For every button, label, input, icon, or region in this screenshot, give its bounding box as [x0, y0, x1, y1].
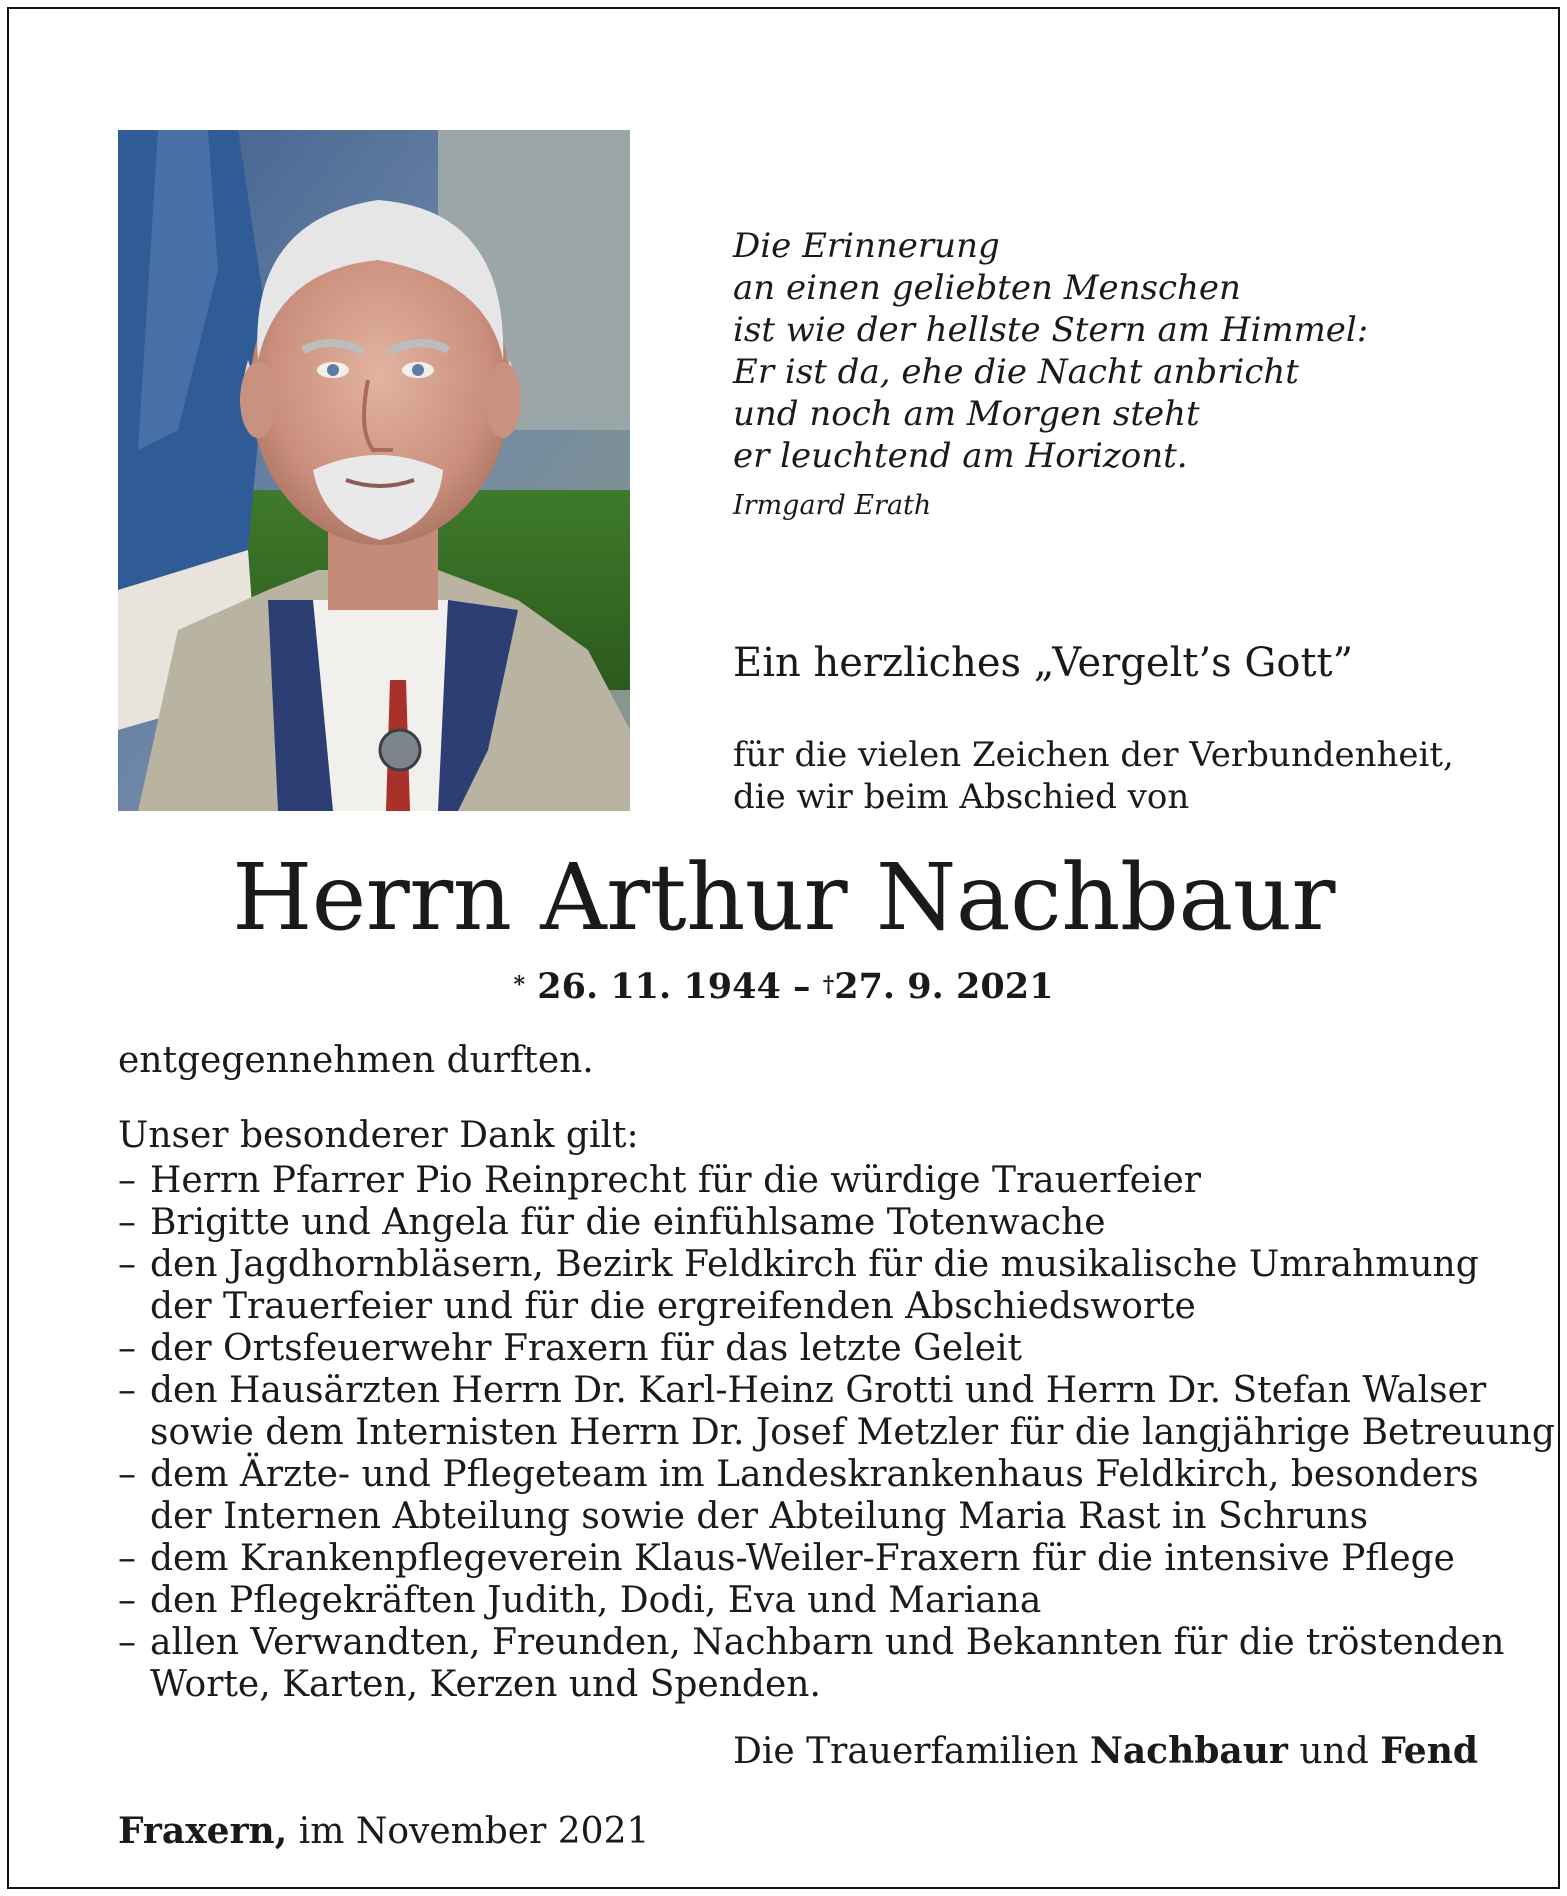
family-name-2: Fend — [1380, 1730, 1479, 1772]
birth-date: 26. 11. 1944 — [537, 966, 781, 1007]
death-symbol: † — [822, 972, 835, 998]
place-date-text: im November 2021 — [298, 1811, 650, 1852]
thanks-list-line: dem Krankenpflegeverein Klaus-Weiler-Fraxern für die intensive Pflege — [150, 1538, 1455, 1579]
thanks-list-item — [118, 1538, 1455, 1580]
thanks-list-item — [118, 1454, 1479, 1538]
thanks-list-line: Brigitte und Angela für die einfühlsame Totenwache — [150, 1202, 1106, 1243]
poem-line: und noch am Morgen steht — [733, 394, 1200, 434]
thanks-list-line: sowie dem Internisten Herrn Dr. Josef Metzler für die langjährige Betreuung — [150, 1412, 1555, 1453]
list-dash: – — [118, 1244, 136, 1285]
thanks-list-item — [118, 1328, 1448, 1370]
list-dash: – — [118, 1328, 136, 1369]
list-dash: – — [118, 1580, 136, 1621]
thanks-heading: Ein herzliches „Vergelt’s Gott” — [733, 640, 1354, 686]
intro-text — [733, 734, 1454, 818]
list-dash: – — [118, 1160, 136, 1201]
date-separator: – — [793, 966, 811, 1007]
thanks-list-item — [118, 1202, 1448, 1244]
life-dates — [0, 966, 1567, 1007]
birth-symbol: * — [513, 972, 526, 998]
thanks-list-line: allen Verwandten, Freunden, Nachbarn und Bekannten für die tröstenden — [150, 1622, 1505, 1663]
place-town: Fraxern, — [118, 1810, 288, 1852]
deceased-name: Herrn Arthur Nachbaur — [232, 844, 1335, 951]
death-date: 27. 9. 2021 — [834, 966, 1054, 1007]
thanks-list-line: den Pflegekräften Judith, Dodi, Eva und Mariana — [150, 1580, 1042, 1621]
intro-line: für die vielen Zeichen der Verbundenheit, — [733, 735, 1454, 775]
signature-prefix: Die Trauerfamilien — [733, 1731, 1079, 1772]
intro-line: die wir beim Abschied von — [733, 777, 1190, 817]
thanks-list-item — [118, 1244, 1479, 1328]
thanks-list-line: der Ortsfeuerwehr Fraxern für das letzte Geleit — [150, 1328, 1022, 1369]
thanks-list-item — [118, 1580, 1448, 1622]
thanks-list-line: der Trauerfeier und für die ergreifenden Abschiedsworte — [150, 1286, 1196, 1327]
signature-connector: und — [1299, 1731, 1369, 1772]
list-dash: – — [118, 1370, 136, 1411]
place-date — [118, 1810, 649, 1852]
list-dash: – — [118, 1202, 136, 1243]
list-dash: – — [118, 1622, 136, 1663]
signature — [733, 1730, 1478, 1772]
poem-line: er leuchtend am Horizont. — [733, 436, 1188, 476]
thanks-list — [118, 1160, 1555, 1706]
thanks-list-item — [118, 1622, 1505, 1706]
thanks-list-line: dem Ärzte- und Pflegeteam im Landeskrankenhaus Feldkirch, besonders — [150, 1454, 1479, 1495]
poem-line: an einen geliebten Menschen — [733, 268, 1241, 308]
thanks-list-item — [118, 1370, 1555, 1454]
list-dash: – — [118, 1454, 136, 1495]
dank-heading: Unser besonderer Dank gilt: — [118, 1115, 639, 1156]
thanks-list-line: Herrn Pfarrer Pio Reinprecht für die würdige Trauerfeier — [150, 1160, 1201, 1201]
after-name-text: entgegennehmen durften. — [118, 1040, 594, 1081]
family-name-1: Nachbaur — [1089, 1730, 1288, 1772]
list-dash: – — [118, 1538, 136, 1579]
thanks-list-line: der Internen Abteilung sowie der Abteilung Maria Rast in Schruns — [150, 1496, 1369, 1537]
portrait-photo — [118, 130, 630, 811]
poem-author: Irmgard Erath — [733, 490, 932, 521]
poem-line: Die Erinnerung — [733, 226, 1000, 266]
thanks-list-line: den Hausärzten Herrn Dr. Karl-Heinz Grotti und Herrn Dr. Stefan Walser — [150, 1370, 1487, 1411]
poem-line: Er ist da, ehe die Nacht anbricht — [733, 352, 1299, 392]
poem-line: ist wie der hellste Stern am Himmel: — [733, 310, 1369, 350]
memorial-poem — [733, 225, 1453, 477]
thanks-list-item — [118, 1160, 1448, 1202]
thanks-list-line: den Jagdhornbläsern, Bezirk Feldkirch für die musikalische Umrahmung — [150, 1244, 1479, 1285]
thanks-list-line: Worte, Karten, Kerzen und Spenden. — [150, 1664, 821, 1705]
